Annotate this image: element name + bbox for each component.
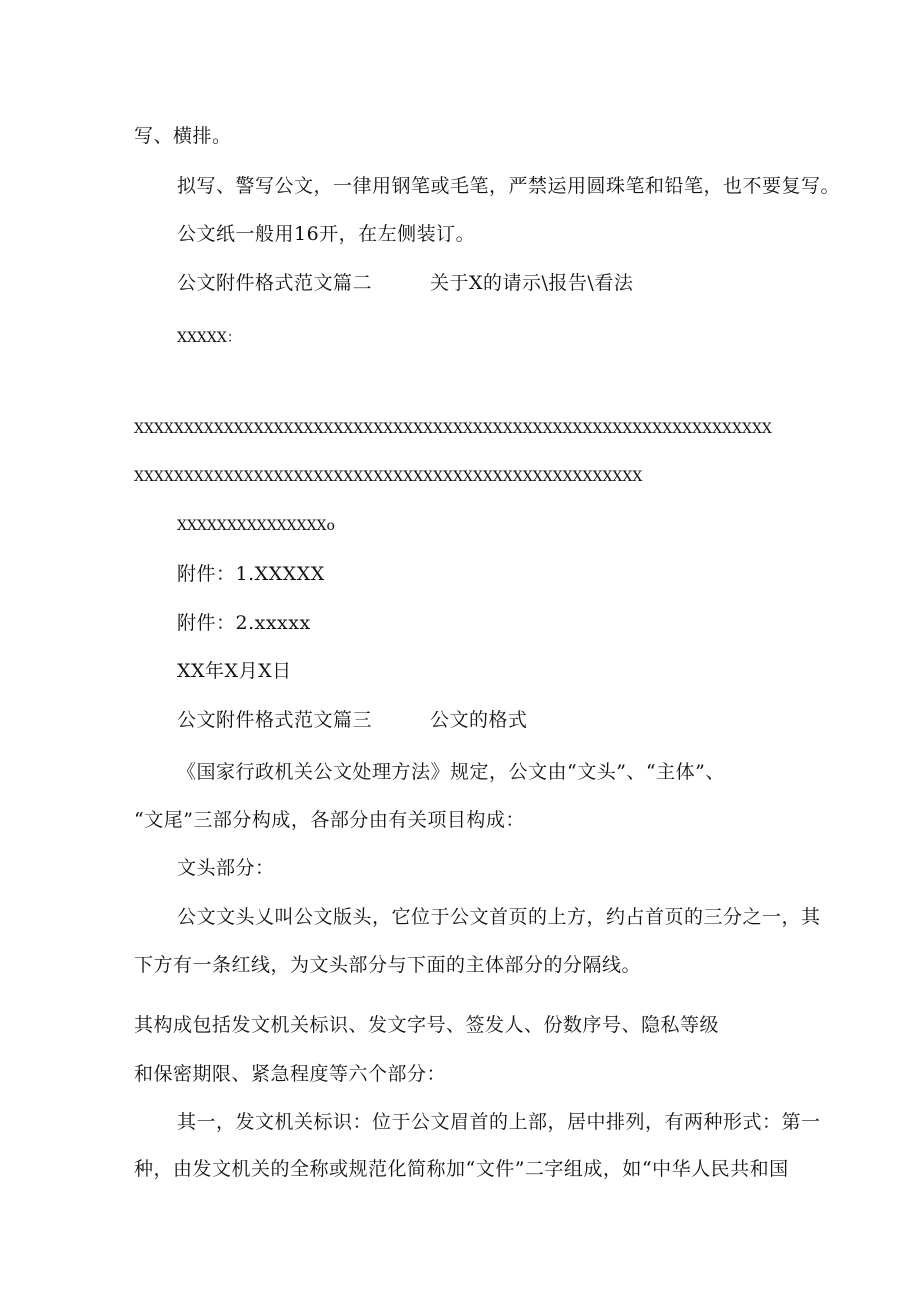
addressee-line: XXXXX： — [177, 330, 241, 346]
text-line-17: 下方有一条红线，为文头部分与下面的主体部分的分隔线。 — [134, 954, 642, 976]
text-line-1: 写、横排。 — [134, 125, 232, 147]
section-heading-2: 公文附件格式范文篇二 — [177, 272, 373, 294]
body-placeholder-line-3: XXXXXXXXXXXXXXXo — [177, 518, 335, 534]
text-line-21: 种，由发文机关的全称或规范化简称加“文件”二字组成，如“中华人民共和国 — [134, 1158, 789, 1180]
text-line-16: 公文文头乂叫公文版头，它位于公文首页的上方，约占首页的三分之一，其 — [177, 906, 821, 928]
section-title-3: 公文的格式 — [430, 709, 528, 731]
text-line-14: “文尾”三部分构成，各部分由有关项目构成： — [134, 809, 525, 831]
body-placeholder-line-2: XXXXXXXXXXXXXXXXXXXXXXXXXXXXXXXXXXXXXXXXXXXXXXXXXXX — [134, 469, 643, 485]
section-heading-3: 公文附件格式范文篇三 — [177, 709, 373, 731]
text-line-20: 其一，发文机关标识：位于公文眉首的上部，居中排列，有两种形式：第一 — [177, 1111, 821, 1133]
body-placeholder-line-1: XXXXXXXXXXXXXXXXXXXXXXXXXXXXXXXXXXXXXXXXXXXXXXXXXXXXXXXXXXXXXXXX — [134, 421, 772, 437]
text-line-2: 拟写、警写公文，一律用钢笔或毛笔，严禁运用圆珠笔和铅笔，也不要复写。 — [177, 175, 841, 197]
text-line-18: 其构成包括发文机关标识、发文字号、签发人、份数序号、隐私等级 — [134, 1014, 720, 1036]
text-line-19: 和保密期限、紧急程度等六个部分： — [134, 1063, 447, 1085]
attachment-line-1: 附件：1.XXXXX — [177, 563, 325, 585]
attachment-line-2: 附件：2.xxxxx — [177, 612, 311, 634]
text-line-3: 公文纸一般用16开，在左侧装订。 — [177, 223, 476, 245]
date-line: XX年X月X日 — [177, 660, 292, 682]
text-line-15: 文头部分： — [177, 857, 275, 879]
section-title-2: 关于X的请示\报告\看法 — [430, 272, 634, 294]
text-line-13: 《国家行政机关公文处理方法》规定，公文由“文头”、“主体”、 — [177, 761, 725, 783]
